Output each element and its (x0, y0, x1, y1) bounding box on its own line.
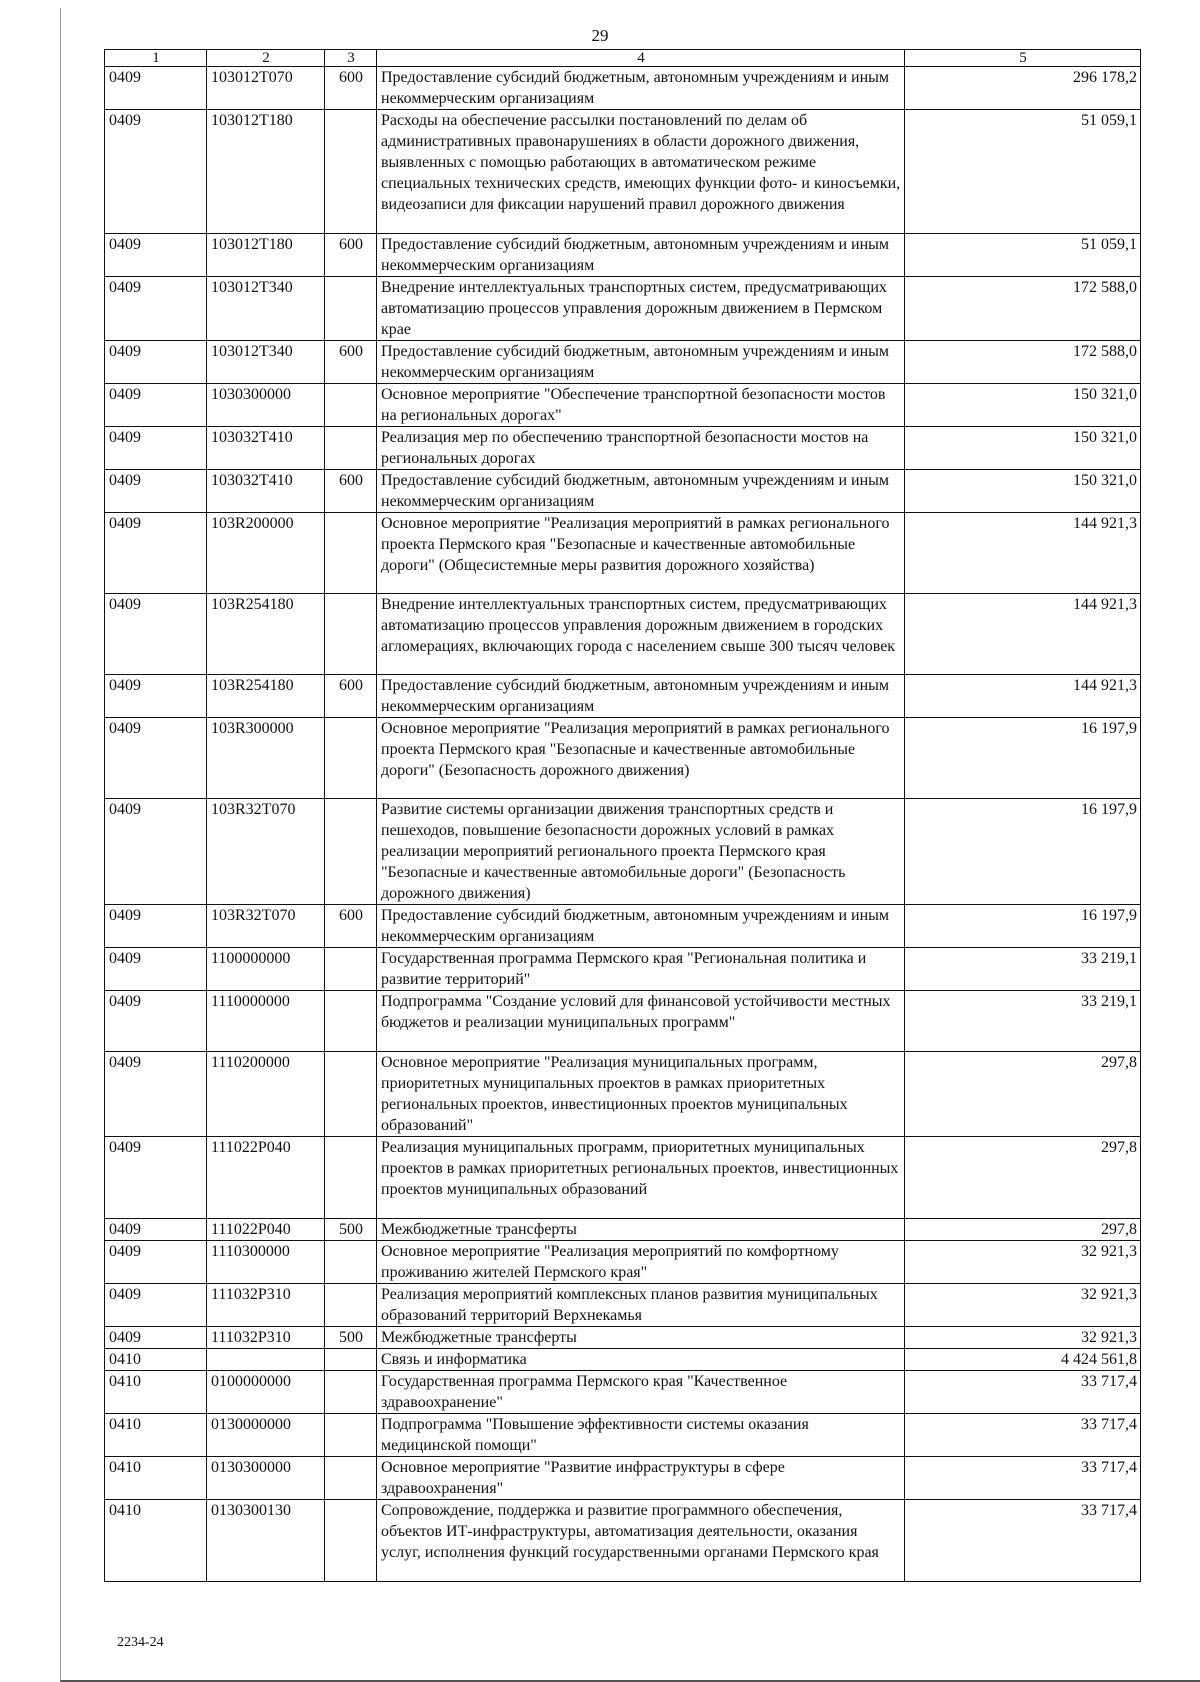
table-row (105, 718, 1141, 799)
header-col-2: 2 (207, 50, 325, 67)
cell-description: Основное мероприятие "Реализация муниципальных программ, приоритетных муниципальных проектов в рамках приоритетных региональных проектов, инвестиционных проектов муниципальных образований" (377, 1052, 905, 1137)
cell-expense-type (325, 1371, 377, 1414)
cell-expense-type (325, 1414, 377, 1457)
cell-expense-type: 500 (325, 1327, 377, 1349)
cell-article: 1110300000 (207, 1241, 325, 1284)
cell-expense-type: 600 (325, 67, 377, 110)
cell-expense-type (325, 1457, 377, 1500)
cell-description: Основное мероприятие "Реализация мероприятий в рамках регионального проекта Пермского края "Безопасные и качественные автомобильные дороги" (Безопасность дорожного движения) (377, 718, 905, 799)
table-row (105, 427, 1141, 470)
cell-section: 0409 (105, 799, 207, 905)
cell-section: 0409 (105, 948, 207, 991)
cell-amount: 150 321,0 (905, 427, 1141, 470)
cell-amount: 33 219,1 (905, 991, 1141, 1052)
cell-section: 0410 (105, 1371, 207, 1414)
header-col-4: 4 (377, 50, 905, 67)
cell-article: 0130300130 (207, 1500, 325, 1582)
cell-expense-type (325, 1284, 377, 1327)
cell-description: Расходы на обеспечение рассылки постановлений по делам об административных правонарушениях в области дорожного движения, выявленных с помощью работающих в автоматическом режиме специальных технических средств, имеющих функции фото- и киносъемки, видеозаписи для фиксации нарушений правил дорожного движения (377, 110, 905, 234)
cell-section: 0409 (105, 1241, 207, 1284)
table-row (105, 1414, 1141, 1457)
cell-article: 0130000000 (207, 1414, 325, 1457)
cell-section: 0409 (105, 513, 207, 594)
cell-expense-type (325, 277, 377, 341)
cell-section: 0409 (105, 67, 207, 110)
cell-expense-type: 600 (325, 470, 377, 513)
cell-description: Основное мероприятие "Развитие инфраструктуры в сфере здравоохранения" (377, 1457, 905, 1500)
table-row (105, 110, 1141, 234)
table-row (105, 1327, 1141, 1349)
cell-description: Предоставление субсидий бюджетным, автономным учреждениям и иным некоммерческим организациям (377, 234, 905, 277)
table-row (105, 1052, 1141, 1137)
table-row (105, 1241, 1141, 1284)
cell-description: Предоставление субсидий бюджетным, автономным учреждениям и иным некоммерческим организациям (377, 905, 905, 948)
table-header (105, 50, 1141, 67)
cell-section: 0410 (105, 1500, 207, 1582)
cell-section: 0409 (105, 277, 207, 341)
cell-amount: 32 921,3 (905, 1241, 1141, 1284)
cell-section: 0409 (105, 1052, 207, 1137)
cell-section: 0409 (105, 470, 207, 513)
cell-expense-type (325, 799, 377, 905)
cell-section: 0409 (105, 718, 207, 799)
cell-amount: 172 588,0 (905, 277, 1141, 341)
cell-expense-type (325, 1137, 377, 1219)
cell-description: Реализация мероприятий комплексных планов развития муниципальных образований территорий Верхнекамья (377, 1284, 905, 1327)
cell-description: Связь и информатика (377, 1349, 905, 1371)
cell-article: 103032T410 (207, 470, 325, 513)
cell-article: 103R254180 (207, 594, 325, 675)
cell-expense-type (325, 110, 377, 234)
cell-article: 111032P310 (207, 1284, 325, 1327)
table-row (105, 1349, 1141, 1371)
cell-description: Реализация мер по обеспечению транспортной безопасности мостов на региональных дорогах (377, 427, 905, 470)
cell-expense-type (325, 948, 377, 991)
table-row (105, 905, 1141, 948)
cell-section: 0409 (105, 384, 207, 427)
cell-expense-type: 600 (325, 341, 377, 384)
table-row (105, 948, 1141, 991)
table-row (105, 1219, 1141, 1241)
cell-amount: 51 059,1 (905, 234, 1141, 277)
header-row (105, 50, 1141, 67)
cell-expense-type (325, 513, 377, 594)
cell-amount: 33 717,4 (905, 1500, 1141, 1582)
table-row (105, 470, 1141, 513)
cell-description: Подпрограмма "Повышение эффективности системы оказания медицинской помощи" (377, 1414, 905, 1457)
cell-section: 0409 (105, 110, 207, 234)
cell-description: Предоставление субсидий бюджетным, автономным учреждениям и иным некоммерческим организациям (377, 67, 905, 110)
budget-table (104, 49, 1141, 1582)
cell-expense-type (325, 384, 377, 427)
page-number: 29 (591, 26, 609, 45)
cell-amount: 150 321,0 (905, 470, 1141, 513)
table-body (105, 67, 1141, 1582)
cell-amount: 144 921,3 (905, 594, 1141, 675)
cell-section: 0409 (105, 675, 207, 718)
cell-description: Основное мероприятие "Обеспечение транспортной безопасности мостов на региональных дорогах" (377, 384, 905, 427)
cell-section: 0410 (105, 1414, 207, 1457)
cell-expense-type: 600 (325, 234, 377, 277)
table-row (105, 1371, 1141, 1414)
cell-section: 0409 (105, 341, 207, 384)
cell-section: 0409 (105, 594, 207, 675)
cell-section: 0409 (105, 1137, 207, 1219)
cell-expense-type: 600 (325, 675, 377, 718)
table-row (105, 1284, 1141, 1327)
cell-description: Внедрение интеллектуальных транспортных систем, предусматривающих автоматизацию процессов управления дорожным движением в Пермском крае (377, 277, 905, 341)
cell-article: 103012T340 (207, 277, 325, 341)
cell-description: Предоставление субсидий бюджетным, автономным учреждениям и иным некоммерческим организациям (377, 470, 905, 513)
cell-article: 1110200000 (207, 1052, 325, 1137)
table-row (105, 277, 1141, 341)
cell-amount: 33 717,4 (905, 1414, 1141, 1457)
cell-amount: 32 921,3 (905, 1327, 1141, 1349)
cell-description: Внедрение интеллектуальных транспортных систем, предусматривающих автоматизацию процессов управления дорожным движением в городских агломерациях, включающих города с населением свыше 300 тысяч человек (377, 594, 905, 675)
cell-amount: 51 059,1 (905, 110, 1141, 234)
cell-description: Подпрограмма "Создание условий для финансовой устойчивости местных бюджетов и реализации муниципальных программ" (377, 991, 905, 1052)
cell-section: 0410 (105, 1349, 207, 1371)
cell-article: 103012T180 (207, 234, 325, 277)
cell-article: 103012T180 (207, 110, 325, 234)
cell-article: 111022P040 (207, 1219, 325, 1241)
table-row (105, 1137, 1141, 1219)
cell-expense-type (325, 718, 377, 799)
cell-description: Предоставление субсидий бюджетным, автономным учреждениям и иным некоммерческим организациям (377, 341, 905, 384)
cell-expense-type (325, 1241, 377, 1284)
cell-amount: 16 197,9 (905, 905, 1141, 948)
cell-expense-type (325, 1052, 377, 1137)
cell-section: 0409 (105, 427, 207, 470)
cell-article: 111032P310 (207, 1327, 325, 1349)
cell-amount: 297,8 (905, 1052, 1141, 1137)
cell-expense-type (325, 991, 377, 1052)
cell-article: 0100000000 (207, 1371, 325, 1414)
cell-amount: 4 424 561,8 (905, 1349, 1141, 1371)
cell-description: Государственная программа Пермского края "Качественное здравоохранение" (377, 1371, 905, 1414)
cell-expense-type (325, 1500, 377, 1582)
cell-article: 1030300000 (207, 384, 325, 427)
cell-amount: 144 921,3 (905, 513, 1141, 594)
cell-article: 103R200000 (207, 513, 325, 594)
cell-amount: 296 178,2 (905, 67, 1141, 110)
cell-amount: 33 219,1 (905, 948, 1141, 991)
cell-section: 0409 (105, 1327, 207, 1349)
cell-amount: 144 921,3 (905, 675, 1141, 718)
cell-article: 103012T070 (207, 67, 325, 110)
table-row (105, 1500, 1141, 1582)
cell-amount: 32 921,3 (905, 1284, 1141, 1327)
table-row (105, 799, 1141, 905)
cell-description: Основное мероприятие "Реализация мероприятий по комфортному проживанию жителей Пермского края" (377, 1241, 905, 1284)
cell-section: 0410 (105, 1457, 207, 1500)
cell-section: 0409 (105, 234, 207, 277)
cell-amount: 16 197,9 (905, 718, 1141, 799)
cell-article: 103R32T070 (207, 799, 325, 905)
cell-article: 1110000000 (207, 991, 325, 1052)
cell-description: Межбюджетные трансферты (377, 1327, 905, 1349)
header-col-1: 1 (105, 50, 207, 67)
cell-article: 111022P040 (207, 1137, 325, 1219)
cell-amount: 150 321,0 (905, 384, 1141, 427)
cell-amount: 16 197,9 (905, 799, 1141, 905)
cell-expense-type (325, 427, 377, 470)
cell-description: Основное мероприятие "Реализация мероприятий в рамках регионального проекта Пермского края "Безопасные и качественные автомобильные дороги" (Общесистемные меры развития дорожного хозяйства) (377, 513, 905, 594)
cell-description: Предоставление субсидий бюджетным, автономным учреждениям и иным некоммерческим организациям (377, 675, 905, 718)
cell-article: 103R254180 (207, 675, 325, 718)
cell-article: 103012T340 (207, 341, 325, 384)
table-row (105, 67, 1141, 110)
cell-section: 0409 (105, 1284, 207, 1327)
cell-amount: 33 717,4 (905, 1371, 1141, 1414)
table-row (105, 513, 1141, 594)
cell-article: 103R300000 (207, 718, 325, 799)
cell-article: 0130300000 (207, 1457, 325, 1500)
cell-article: 1100000000 (207, 948, 325, 991)
cell-description: Сопровождение, поддержка и развитие программного обеспечения, объектов ИТ-инфраструктуры, автоматизация деятельности, оказания услуг, исполнения функций государственными органами Пермского края (377, 1500, 905, 1582)
cell-description: Государственная программа Пермского края "Региональная политика и развитие территорий" (377, 948, 905, 991)
cell-article: 103032T410 (207, 427, 325, 470)
header-col-5: 5 (905, 50, 1141, 67)
cell-expense-type: 500 (325, 1219, 377, 1241)
cell-amount: 33 717,4 (905, 1457, 1141, 1500)
table-row (105, 991, 1141, 1052)
cell-expense-type (325, 594, 377, 675)
cell-description: Реализация муниципальных программ, приоритетных муниципальных проектов в рамках приоритетных региональных проектов, инвестиционных проектов муниципальных образований (377, 1137, 905, 1219)
cell-description: Межбюджетные трансферты (377, 1219, 905, 1241)
header-col-3: 3 (325, 50, 377, 67)
document-code: 2234-24 (117, 1635, 164, 1650)
table-row (105, 384, 1141, 427)
cell-amount: 172 588,0 (905, 341, 1141, 384)
cell-section: 0409 (105, 1219, 207, 1241)
cell-description: Развитие системы организации движения транспортных средств и пешеходов, повышение безопасности дорожных условий в рамках реализации мероприятий регионального проекта Пермского края "Безопасные и качественные автомобильные дороги" (Безопасность дорожного движения) (377, 799, 905, 905)
table-row (105, 234, 1141, 277)
cell-expense-type: 600 (325, 905, 377, 948)
cell-amount: 297,8 (905, 1219, 1141, 1241)
cell-section: 0409 (105, 991, 207, 1052)
cell-article (207, 1349, 325, 1371)
table-row (105, 1457, 1141, 1500)
cell-expense-type (325, 1349, 377, 1371)
table-row (105, 341, 1141, 384)
cell-section: 0409 (105, 905, 207, 948)
cell-amount: 297,8 (905, 1137, 1141, 1219)
table-row (105, 675, 1141, 718)
table-row (105, 594, 1141, 675)
cell-article: 103R32T070 (207, 905, 325, 948)
